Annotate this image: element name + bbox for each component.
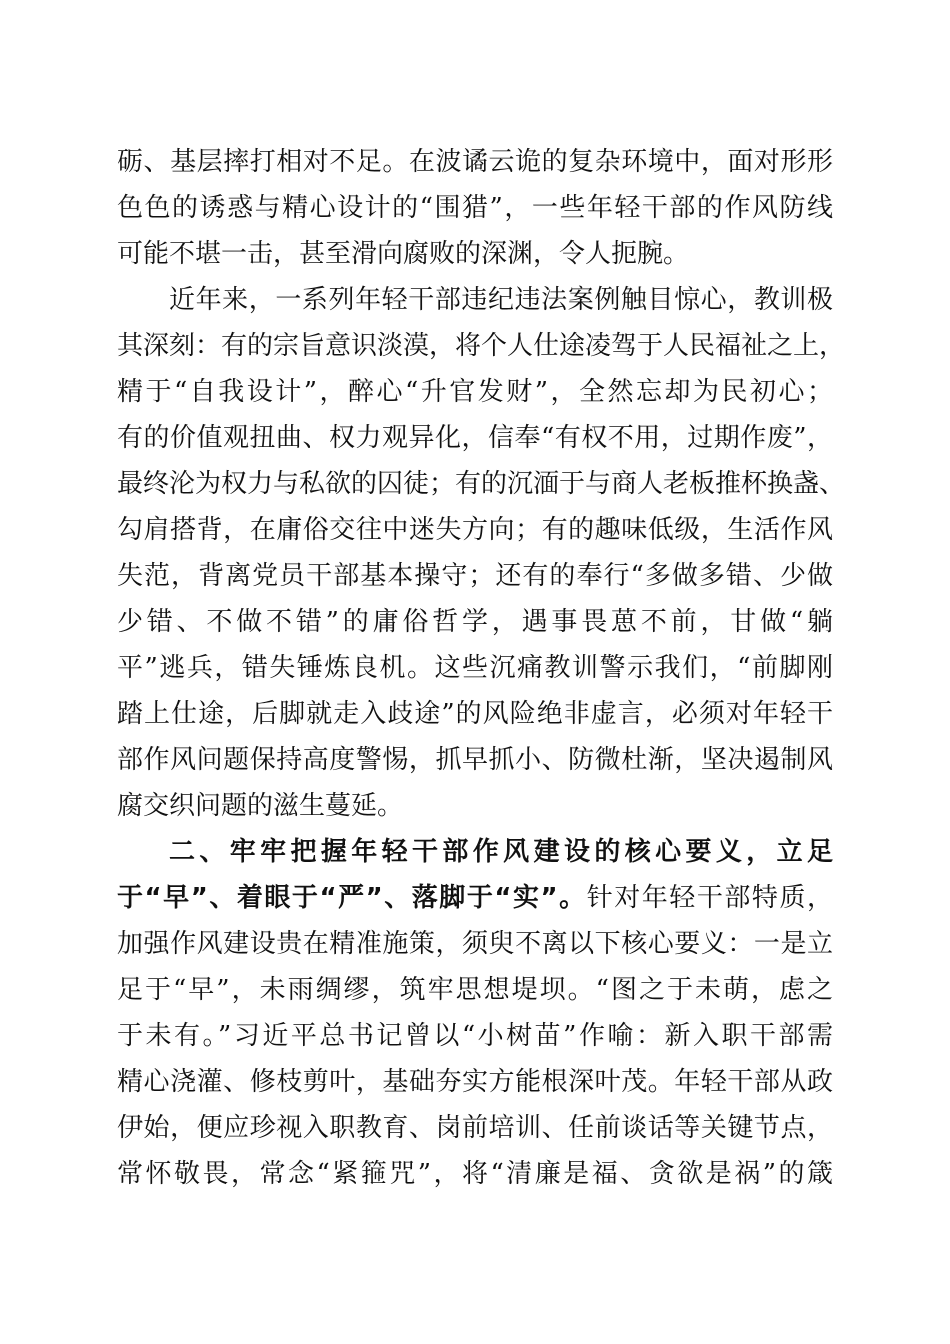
section-heading-continuation (117, 878, 833, 918)
section-heading-bold-part: 于“早”、着眼于“严”、落脚于“实”。 (117, 883, 587, 913)
text-line: 伊始，便应珍视入职教育、岗前培训、任前谈话等关键节点， (117, 1113, 833, 1143)
text-line: 于未有。”习近平总书记曾以“小树苗”作喻：新入职干部需 (117, 1021, 833, 1051)
text-line: 常怀敬畏，常念“紧箍咒”，将“清廉是福、贪欲是祸”的箴 (117, 1159, 833, 1189)
text-line: 少错、不做不错”的庸俗哲学，遇事畏葸不前，甘做“躺 (117, 607, 833, 637)
text-line: 最终沦为权力与私欲的囚徒；有的沉湎于与商人老板推杯换盏、 (117, 469, 846, 499)
text-line: 失范，背离党员干部基本操守；还有的奉行“多做多错、少做 (117, 561, 833, 591)
text-line: 有的价值观扭曲、权力观异化，信奉“有权不用，过期作废”， (117, 423, 833, 453)
text-line: 腐交织问题的滋生蔓延。 (117, 791, 404, 821)
text-line: 部作风问题保持高度警惕，抓早抓小、防微杜渐，坚决遏制风 (117, 745, 833, 775)
text-line: 加强作风建设贵在精准施策，须臾不离以下核心要义：一是立 (117, 929, 833, 959)
text-line: 砺、基层摔打相对不足。在波谲云诡的复杂环境中，面对形形 (117, 147, 833, 177)
section-heading: 二、牢牢把握年轻干部作风建设的核心要义，立足 (169, 837, 833, 867)
text-line: 平”逃兵，错失锤炼良机。这些沉痛教训警示我们，“前脚刚 (117, 653, 833, 683)
text-line: 可能不堪一击，甚至滑向腐败的深渊，令人扼腕。 (117, 239, 690, 269)
text-line: 踏上仕途，后脚就走入歧途”的风险绝非虚言，必须对年轻干 (117, 699, 833, 729)
text-line: 色色的诱惑与精心设计的“围猎”，一些年轻干部的作风防线 (117, 193, 833, 223)
text-line: 精心浇灌、修枝剪叶，基础夯实方能根深叶茂。年轻干部从政 (117, 1067, 833, 1097)
text-line-indented: 近年来，一系列年轻干部违纪违法案例触目惊心，教训极 (169, 285, 833, 315)
text-line: 勾肩搭背，在庸俗交往中迷失方向；有的趣味低级，生活作风 (117, 515, 833, 545)
text-line: 精于“自我设计”，醉心“升官发财”，全然忘却为民初心； (117, 377, 833, 407)
text-line: 足于“早”，未雨绸缪，筑牢思想堤坝。“图之于未萌，虑之 (117, 975, 833, 1005)
text-line: 其深刻：有的宗旨意识淡漠，将个人仕途凌驾于人民福祉之上， (117, 331, 846, 361)
section-body-start: 针对年轻干部特质， (586, 883, 833, 913)
